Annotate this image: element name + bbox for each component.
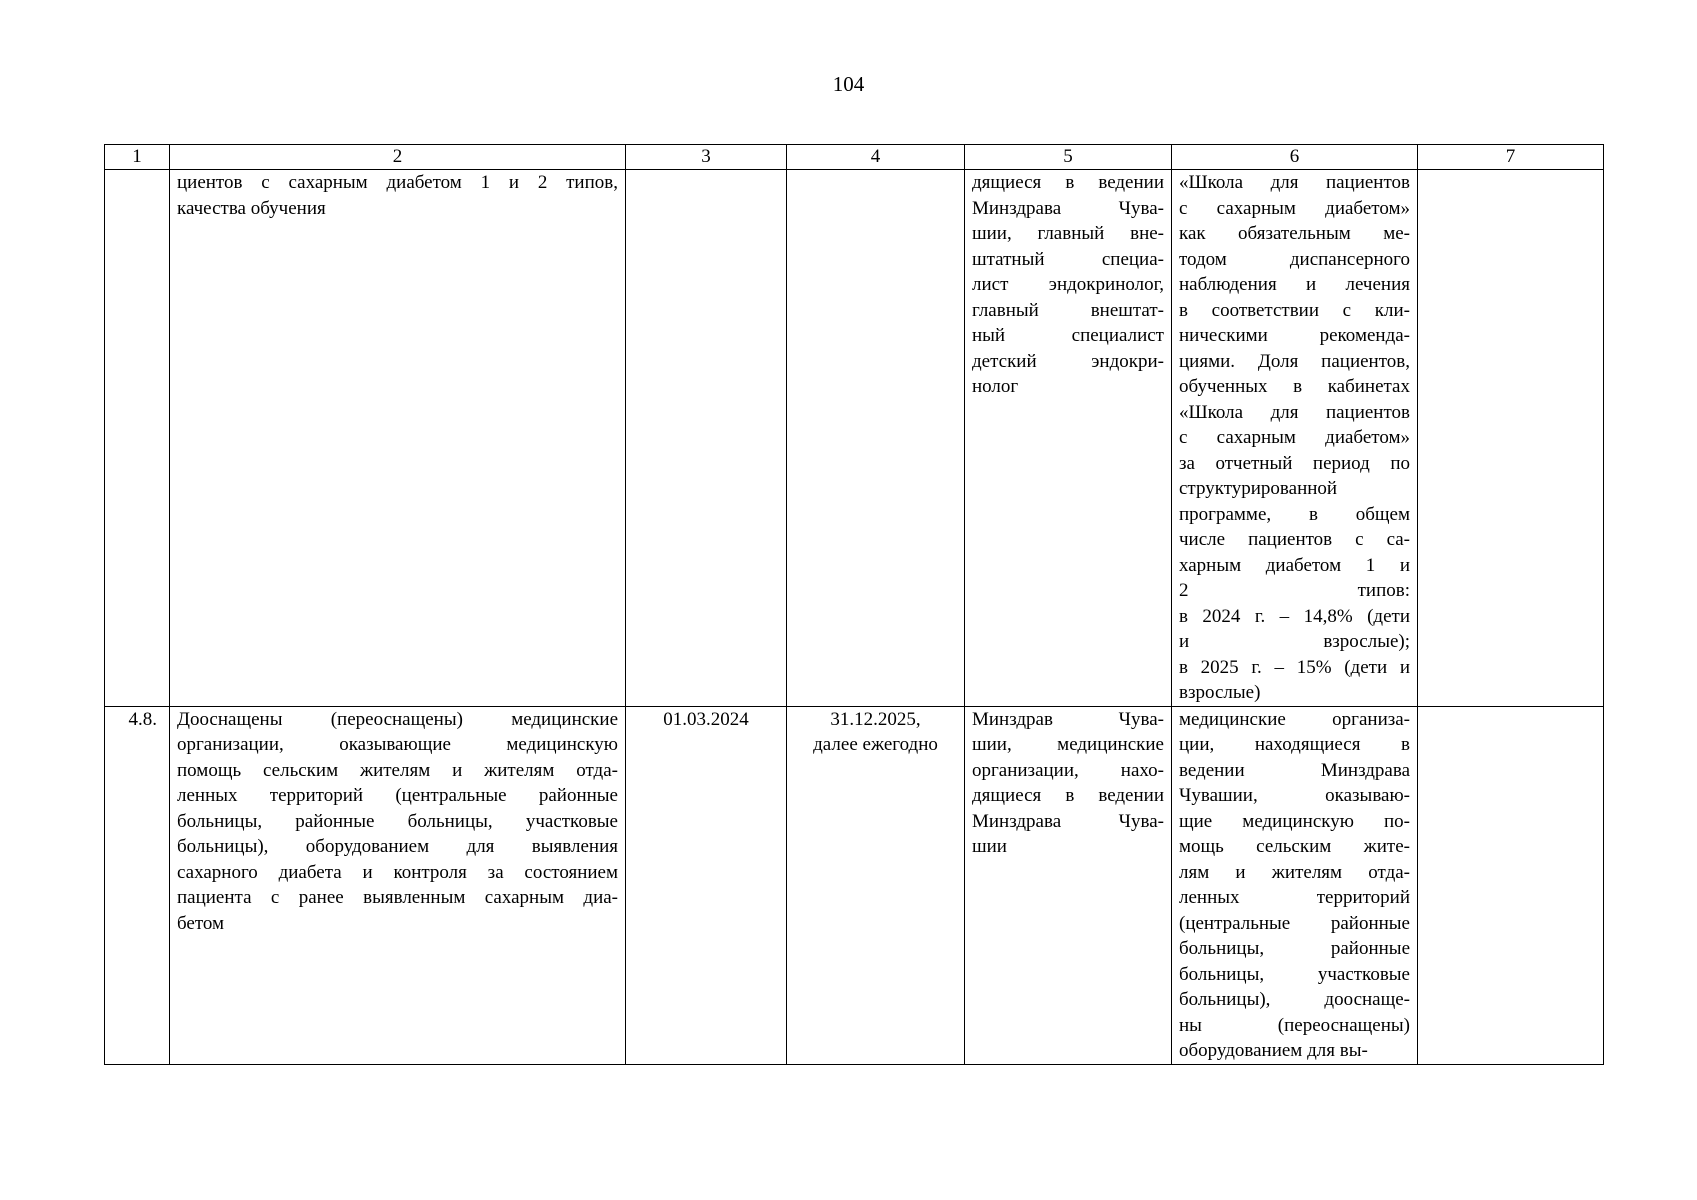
expected-result-line: 2 типов:	[1179, 580, 1410, 601]
event-description-line: сахарного диабета и контроля за состоянием	[177, 861, 618, 883]
expected-result-line: больницы, участковые	[1179, 963, 1410, 985]
event-description-line: бетом	[177, 912, 225, 934]
expected-result-line: Чувашии, оказываю-	[1179, 785, 1410, 806]
expected-result-line: и взрослые);	[1179, 631, 1410, 652]
expected-result-line: за отчетный период по	[1179, 452, 1410, 474]
event-description-line: циентов с сахарным диабетом 1 и 2 типов,	[177, 172, 618, 193]
expected-result-line: «Школа для пациентов	[1179, 401, 1410, 423]
expected-result-line: программе, в общем	[1179, 503, 1410, 525]
expected-result-line: с сахарным диабетом»	[1179, 427, 1410, 448]
expected-result-line: взрослые)	[1179, 682, 1261, 703]
column-7-cell	[1418, 170, 1604, 707]
column-header-3: 3	[626, 145, 787, 170]
event-description-line: ленных территорий (центральные районные	[177, 785, 618, 806]
expected-result-line: медицинские организа-	[1179, 708, 1410, 730]
row-number	[105, 170, 170, 707]
expected-result-line: числе пациентов с са-	[1179, 529, 1410, 550]
expected-result-line: ции, находящиеся в	[1179, 734, 1410, 755]
expected-result-line: в 2025 г. – 15% (дети и	[1179, 656, 1410, 678]
column-header-6: 6	[1172, 145, 1418, 170]
expected-result-line: больницы, районные	[1179, 938, 1410, 959]
responsible-executor-line: штатный специа-	[972, 248, 1164, 270]
expected-result-line: харным диабетом 1 и	[1179, 554, 1410, 576]
column-number-row	[105, 145, 1604, 170]
expected-result-line: ленных территорий	[1179, 887, 1410, 908]
event-description-line: больницы), оборудованием для выявления	[177, 836, 618, 857]
expected-result-line: ническими рекоменда-	[1179, 325, 1410, 346]
expected-result	[1172, 706, 1418, 1064]
event-description-line: качества обучения	[177, 197, 326, 219]
table-body	[105, 170, 1604, 1065]
responsible-executor-line: Минздрав Чува-	[972, 708, 1164, 730]
expected-result-line: больницы), дооснаще-	[1179, 989, 1410, 1010]
end-date-line: далее ежегодно	[813, 734, 938, 755]
expected-result-line: в соответствии с кли-	[1179, 299, 1410, 321]
start-date	[626, 170, 787, 707]
event-description-line: помощь сельским жителям и жителям отда-	[177, 759, 618, 781]
responsible-executor-line: шии	[972, 836, 1007, 857]
column-header-4: 4	[787, 145, 965, 170]
expected-result-line: лям и жителям отда-	[1179, 861, 1410, 883]
event-description-line: больницы, районные больницы, участковые	[177, 810, 618, 832]
responsible-executor-line: шии, главный вне-	[972, 223, 1164, 244]
event-description	[170, 170, 626, 707]
plan-table	[104, 144, 1604, 1065]
responsible-executor-line: главный внештат-	[972, 299, 1164, 321]
responsible-executor-line: дящиеся в ведении	[972, 785, 1164, 806]
expected-result-line: как обязательным ме-	[1179, 223, 1410, 244]
expected-result-line: в 2024 г. – 14,8% (дети	[1179, 605, 1410, 627]
expected-result-line: структурированной	[1179, 478, 1338, 499]
event-description-line: Дооснащены (переоснащены) медицинские	[177, 708, 618, 730]
column-header-5: 5	[965, 145, 1172, 170]
column-header-1: 1	[105, 145, 170, 170]
event-description	[170, 706, 626, 1064]
end-date-line: 31.12.2025,	[830, 708, 921, 730]
responsible-executor	[965, 170, 1172, 707]
expected-result-line: щие медицинскую по-	[1179, 810, 1410, 832]
row-number: 4.8.	[105, 706, 170, 1064]
expected-result-line: (центральные районные	[1179, 912, 1410, 934]
responsible-executor-line: детский эндокри-	[972, 350, 1164, 372]
expected-result-line: «Школа для пациентов	[1179, 172, 1410, 193]
responsible-executor	[965, 706, 1172, 1064]
expected-result-line: тодом диспансерного	[1179, 248, 1410, 270]
start-date: 01.03.2024	[626, 706, 787, 1064]
table-row	[105, 706, 1604, 1064]
responsible-executor-line: лист эндокринолог,	[972, 274, 1164, 295]
table-row	[105, 170, 1604, 707]
column-header-2: 2	[170, 145, 626, 170]
end-date	[787, 170, 965, 707]
responsible-executor-line: Минздрава Чува-	[972, 197, 1164, 219]
expected-result-line: циями. Доля пациентов,	[1179, 350, 1410, 372]
expected-result-line: обученных в кабинетах	[1179, 376, 1410, 397]
event-description-line: организации, оказывающие медицинскую	[177, 734, 618, 755]
expected-result-line: ны (переоснащены)	[1179, 1014, 1410, 1036]
responsible-executor-line: дящиеся в ведении	[972, 172, 1164, 193]
responsible-executor-line: Минздрава Чува-	[972, 810, 1164, 832]
column-header-7: 7	[1418, 145, 1604, 170]
responsible-executor-line: ный специалист	[972, 325, 1164, 346]
responsible-executor-line: шии, медицинские	[972, 734, 1164, 755]
expected-result-line: мощь сельским жите-	[1179, 836, 1410, 857]
event-description-line: пациента с ранее выявленным сахарным диа-	[177, 887, 618, 908]
expected-result	[1172, 170, 1418, 707]
page-number: 104	[832, 72, 865, 96]
expected-result-line: ведении Минздрава	[1179, 759, 1410, 781]
responsible-executor-line: нолог	[972, 376, 1019, 397]
responsible-executor-line: организации, нахо-	[972, 759, 1164, 781]
column-7-cell	[1418, 706, 1604, 1064]
expected-result-line: наблюдения и лечения	[1179, 274, 1410, 295]
expected-result-line: оборудованием для вы-	[1179, 1040, 1368, 1061]
expected-result-line: с сахарным диабетом»	[1179, 197, 1410, 219]
end-date	[787, 706, 965, 1064]
